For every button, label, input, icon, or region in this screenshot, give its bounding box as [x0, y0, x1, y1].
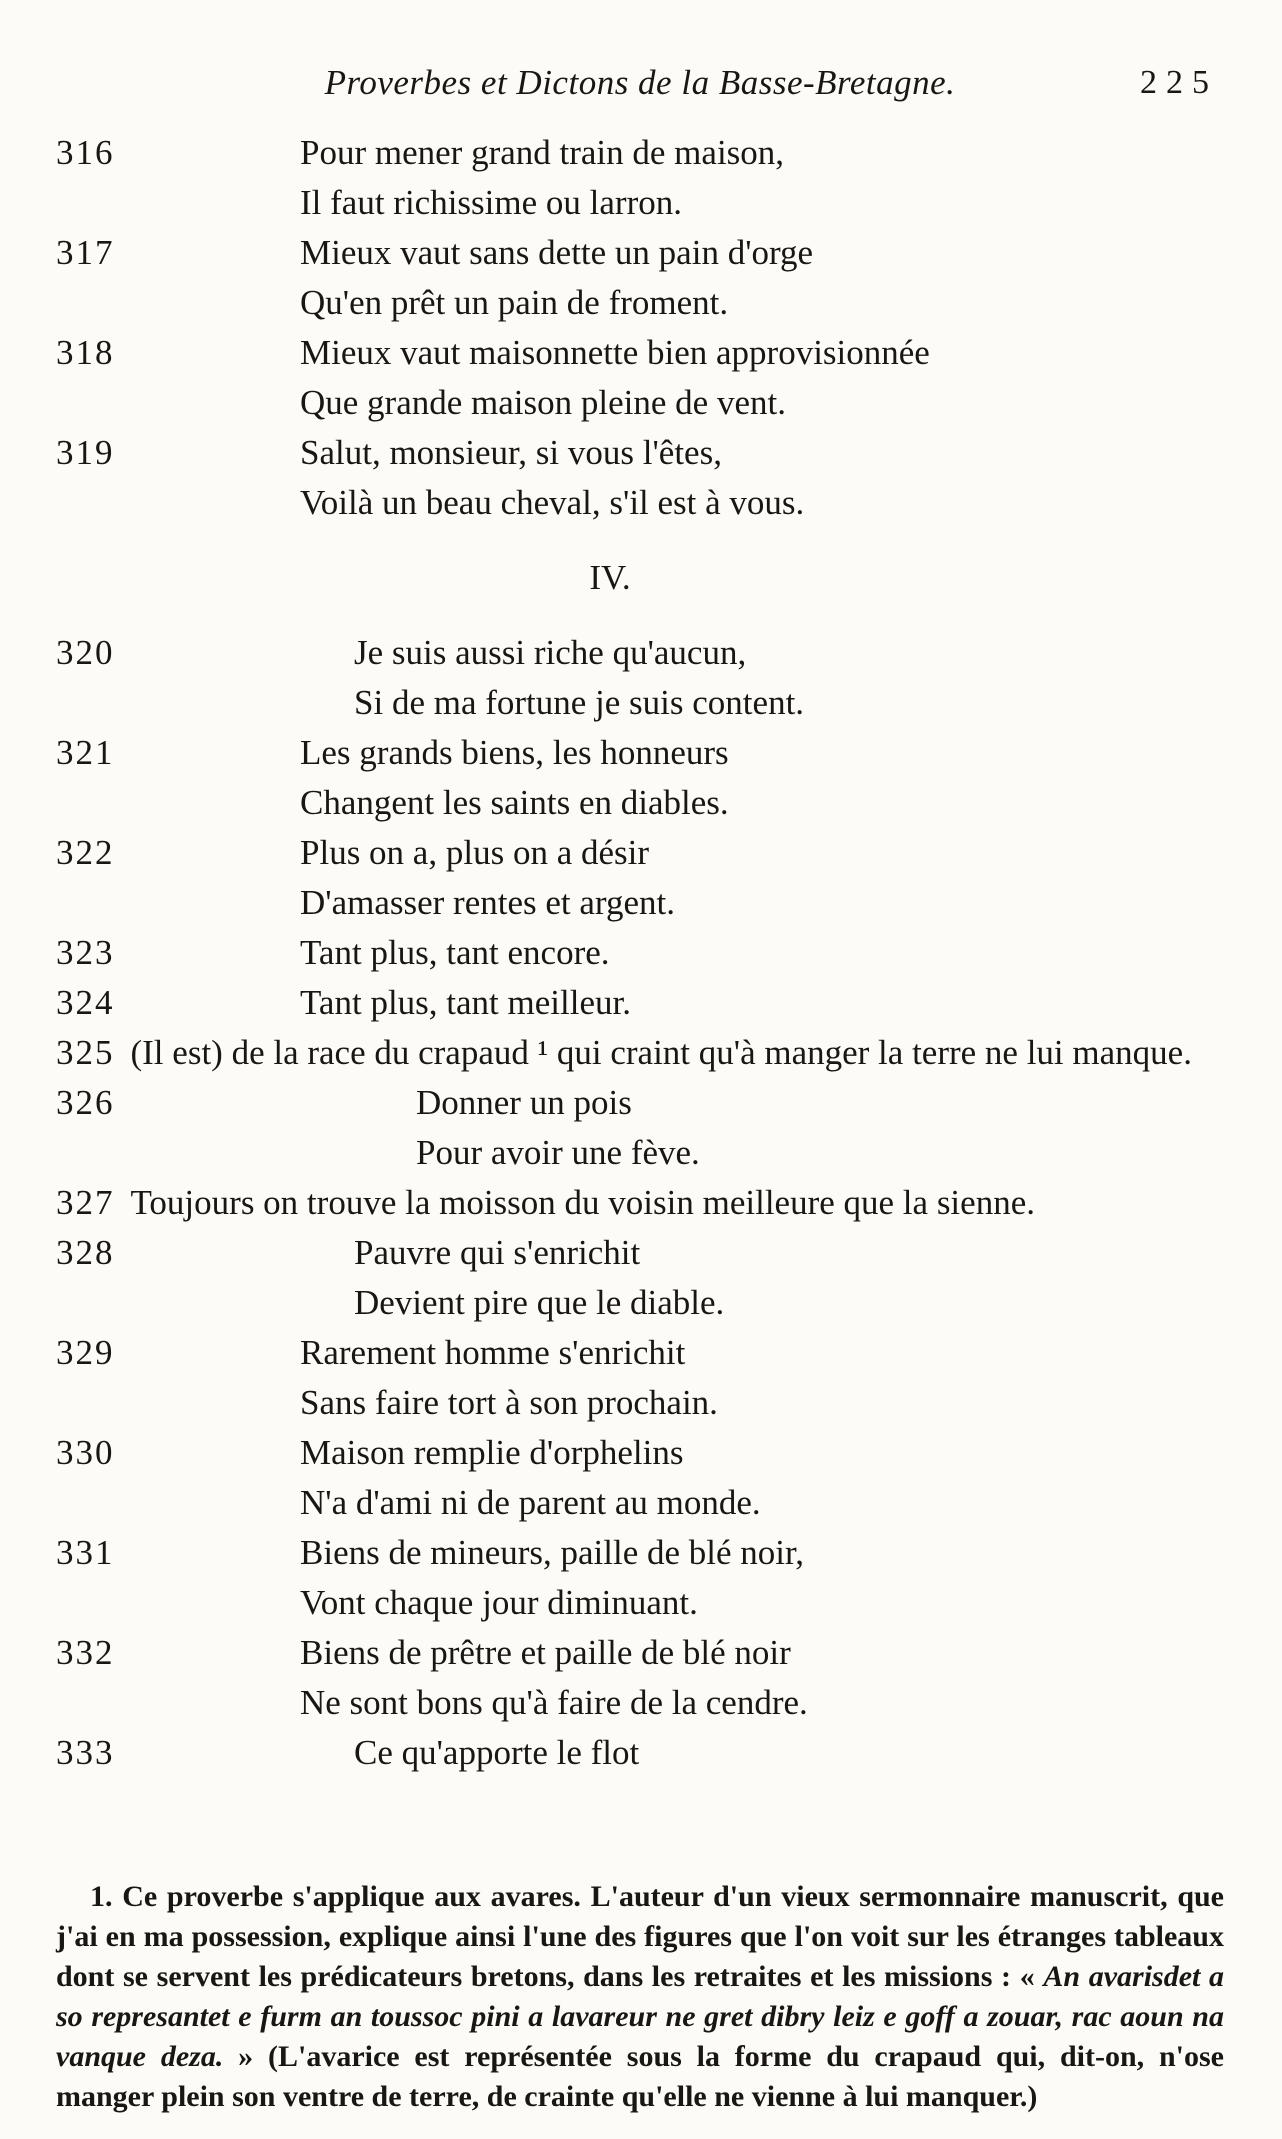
proverb-entry	[56, 978, 1224, 1028]
proverb-number: 328	[56, 1233, 115, 1272]
proverb-number: 331	[56, 1533, 115, 1572]
proverb-number: 321	[56, 733, 115, 772]
proverb-verse	[354, 1728, 639, 1778]
proverb-entry	[56, 128, 1224, 228]
proverb-line: (Il est) de la race du crapaud ¹ qui craint qu'à manger la terre ne lui manque.	[130, 1033, 1192, 1072]
proverb-verse	[354, 628, 804, 728]
running-title: Proverbes et Dictons de la Basse-Bretagne.	[324, 63, 956, 102]
proverb-number: 320	[56, 633, 115, 672]
proverb-verse	[416, 1078, 700, 1178]
proverb-line: Je suis aussi riche qu'aucun,	[354, 633, 747, 672]
proverb-line: D'amasser rentes et argent.	[300, 883, 675, 922]
proverb-line: Qu'en prêt un pain de froment.	[300, 283, 729, 322]
proverb-line: Tant plus, tant encore.	[300, 933, 610, 972]
proverb-entry	[56, 1178, 1224, 1228]
proverb-list	[56, 128, 1224, 1778]
proverb-verse	[300, 128, 784, 228]
proverb-verse	[300, 928, 610, 978]
proverb-entry	[56, 1628, 1224, 1728]
proverb-line: Pour mener grand train de maison,	[300, 133, 785, 172]
proverb-line: Pauvre qui s'enrichit	[354, 1233, 641, 1272]
proverb-line: Rarement homme s'enrichit	[300, 1333, 686, 1372]
proverb-verse	[300, 978, 631, 1028]
proverb-verse	[300, 1328, 718, 1428]
proverb-line: Ne sont bons qu'à faire de la cendre.	[300, 1683, 808, 1722]
proverb-number: 316	[56, 133, 115, 172]
proverb-line: Vont chaque jour diminuant.	[300, 1583, 698, 1622]
proverb-entry	[56, 1228, 1224, 1328]
proverb-line: Mieux vaut maisonnette bien approvisionnée	[300, 333, 930, 372]
proverb-verse	[300, 828, 675, 928]
proverb-line: Pour avoir une fève.	[416, 1133, 700, 1172]
proverb-verse	[300, 228, 813, 328]
proverb-number: 317	[56, 233, 115, 272]
footnote-segment: 1. Ce proverbe s'applique aux avares. L'auteur d'un vieux sermonnaire manuscrit, que j'ai en ma possession, explique ainsi l'une des figures que l'on voit sur les étranges tableaux dont se servent les prédicateurs bretons, dans les retraites et les missions : «	[56, 1880, 1224, 1993]
proverb-line: Biens de prêtre et paille de blé noir	[300, 1633, 791, 1672]
proverb-line: Salut, monsieur, si vous l'êtes,	[300, 433, 722, 472]
proverb-line: Biens de mineurs, paille de blé noir,	[300, 1533, 805, 1572]
proverb-line: Voilà un beau cheval, s'il est à vous.	[300, 483, 805, 522]
proverb-entry	[56, 928, 1224, 978]
page-header	[56, 58, 1224, 110]
footnote-block	[56, 1877, 1224, 2117]
proverb-entry	[56, 328, 1224, 428]
proverb-number: 318	[56, 333, 115, 372]
proverb-entry	[56, 1328, 1224, 1428]
footnote-segment: » (L'avarice est représentée sous la forme du crapaud qui, dit-on, n'ose manger plein son ventre de terre, de crainte qu'elle ne vienne à lui manquer.)	[56, 2040, 1224, 2113]
proverb-entry	[56, 428, 1224, 528]
proverb-line: Que grande maison pleine de vent.	[300, 383, 786, 422]
proverb-verse	[300, 1528, 804, 1628]
proverb-line: N'a d'ami ni de parent au monde.	[300, 1483, 761, 1522]
proverb-line: Si de ma fortune je suis content.	[354, 683, 805, 722]
proverb-line: Toujours on trouve la moisson du voisin meilleure que la sienne.	[130, 1183, 1035, 1222]
section-heading: IV.	[589, 558, 631, 597]
proverb-line: Les grands biens, les honneurs	[300, 733, 729, 772]
proverb-entry	[56, 1028, 1224, 1078]
proverb-line: Tant plus, tant meilleur.	[300, 983, 631, 1022]
proverb-entry	[56, 828, 1224, 928]
proverb-number: 326	[56, 1083, 115, 1122]
proverb-entry	[56, 1078, 1224, 1178]
proverb-entry	[56, 728, 1224, 828]
proverb-line: Maison remplie d'orphelins	[300, 1433, 684, 1472]
proverb-number: 324	[56, 983, 115, 1022]
proverb-verse	[300, 1628, 808, 1728]
proverb-verse	[300, 1428, 761, 1528]
proverb-verse	[354, 1228, 724, 1328]
proverb-line: Ce qu'apporte le flot	[354, 1733, 640, 1772]
proverb-entry	[56, 628, 1224, 728]
proverb-number: 327	[56, 1183, 115, 1222]
proverb-verse	[300, 428, 804, 528]
proverb-entry	[56, 1728, 1224, 1778]
proverb-verse	[300, 328, 930, 428]
proverb-line: Devient pire que le diable.	[354, 1283, 725, 1322]
proverb-number: 329	[56, 1333, 115, 1372]
page-number: 225	[1140, 64, 1218, 101]
proverb-number: 333	[56, 1733, 115, 1772]
footnote-breton-quote: An avarisdet a so represantet e furm an toussoc pini a lavareur ne gret dibry leiz e goff a zouar, rac aoun na vanque deza.	[56, 1960, 1224, 2073]
proverb-number: 323	[56, 933, 115, 972]
proverb-entry	[56, 228, 1224, 328]
proverb-number: 330	[56, 1433, 115, 1472]
footnote-text	[56, 1877, 1224, 2117]
proverb-line: Sans faire tort à son prochain.	[300, 1383, 718, 1422]
proverb-number: 325	[56, 1033, 115, 1072]
proverb-line: Changent les saints en diables.	[300, 783, 729, 822]
proverb-line: Donner un pois	[416, 1083, 632, 1122]
proverb-entry	[56, 1528, 1224, 1628]
proverb-line: Mieux vaut sans dette un pain d'orge	[300, 233, 814, 272]
proverb-line: Plus on a, plus on a désir	[300, 833, 650, 872]
proverb-number: 332	[56, 1633, 115, 1672]
proverb-verse	[300, 728, 729, 828]
proverb-line: Il faut richissime ou larron.	[300, 183, 682, 222]
proverb-number: 322	[56, 833, 115, 872]
proverb-number: 319	[56, 433, 115, 472]
proverb-entry	[56, 1428, 1224, 1528]
